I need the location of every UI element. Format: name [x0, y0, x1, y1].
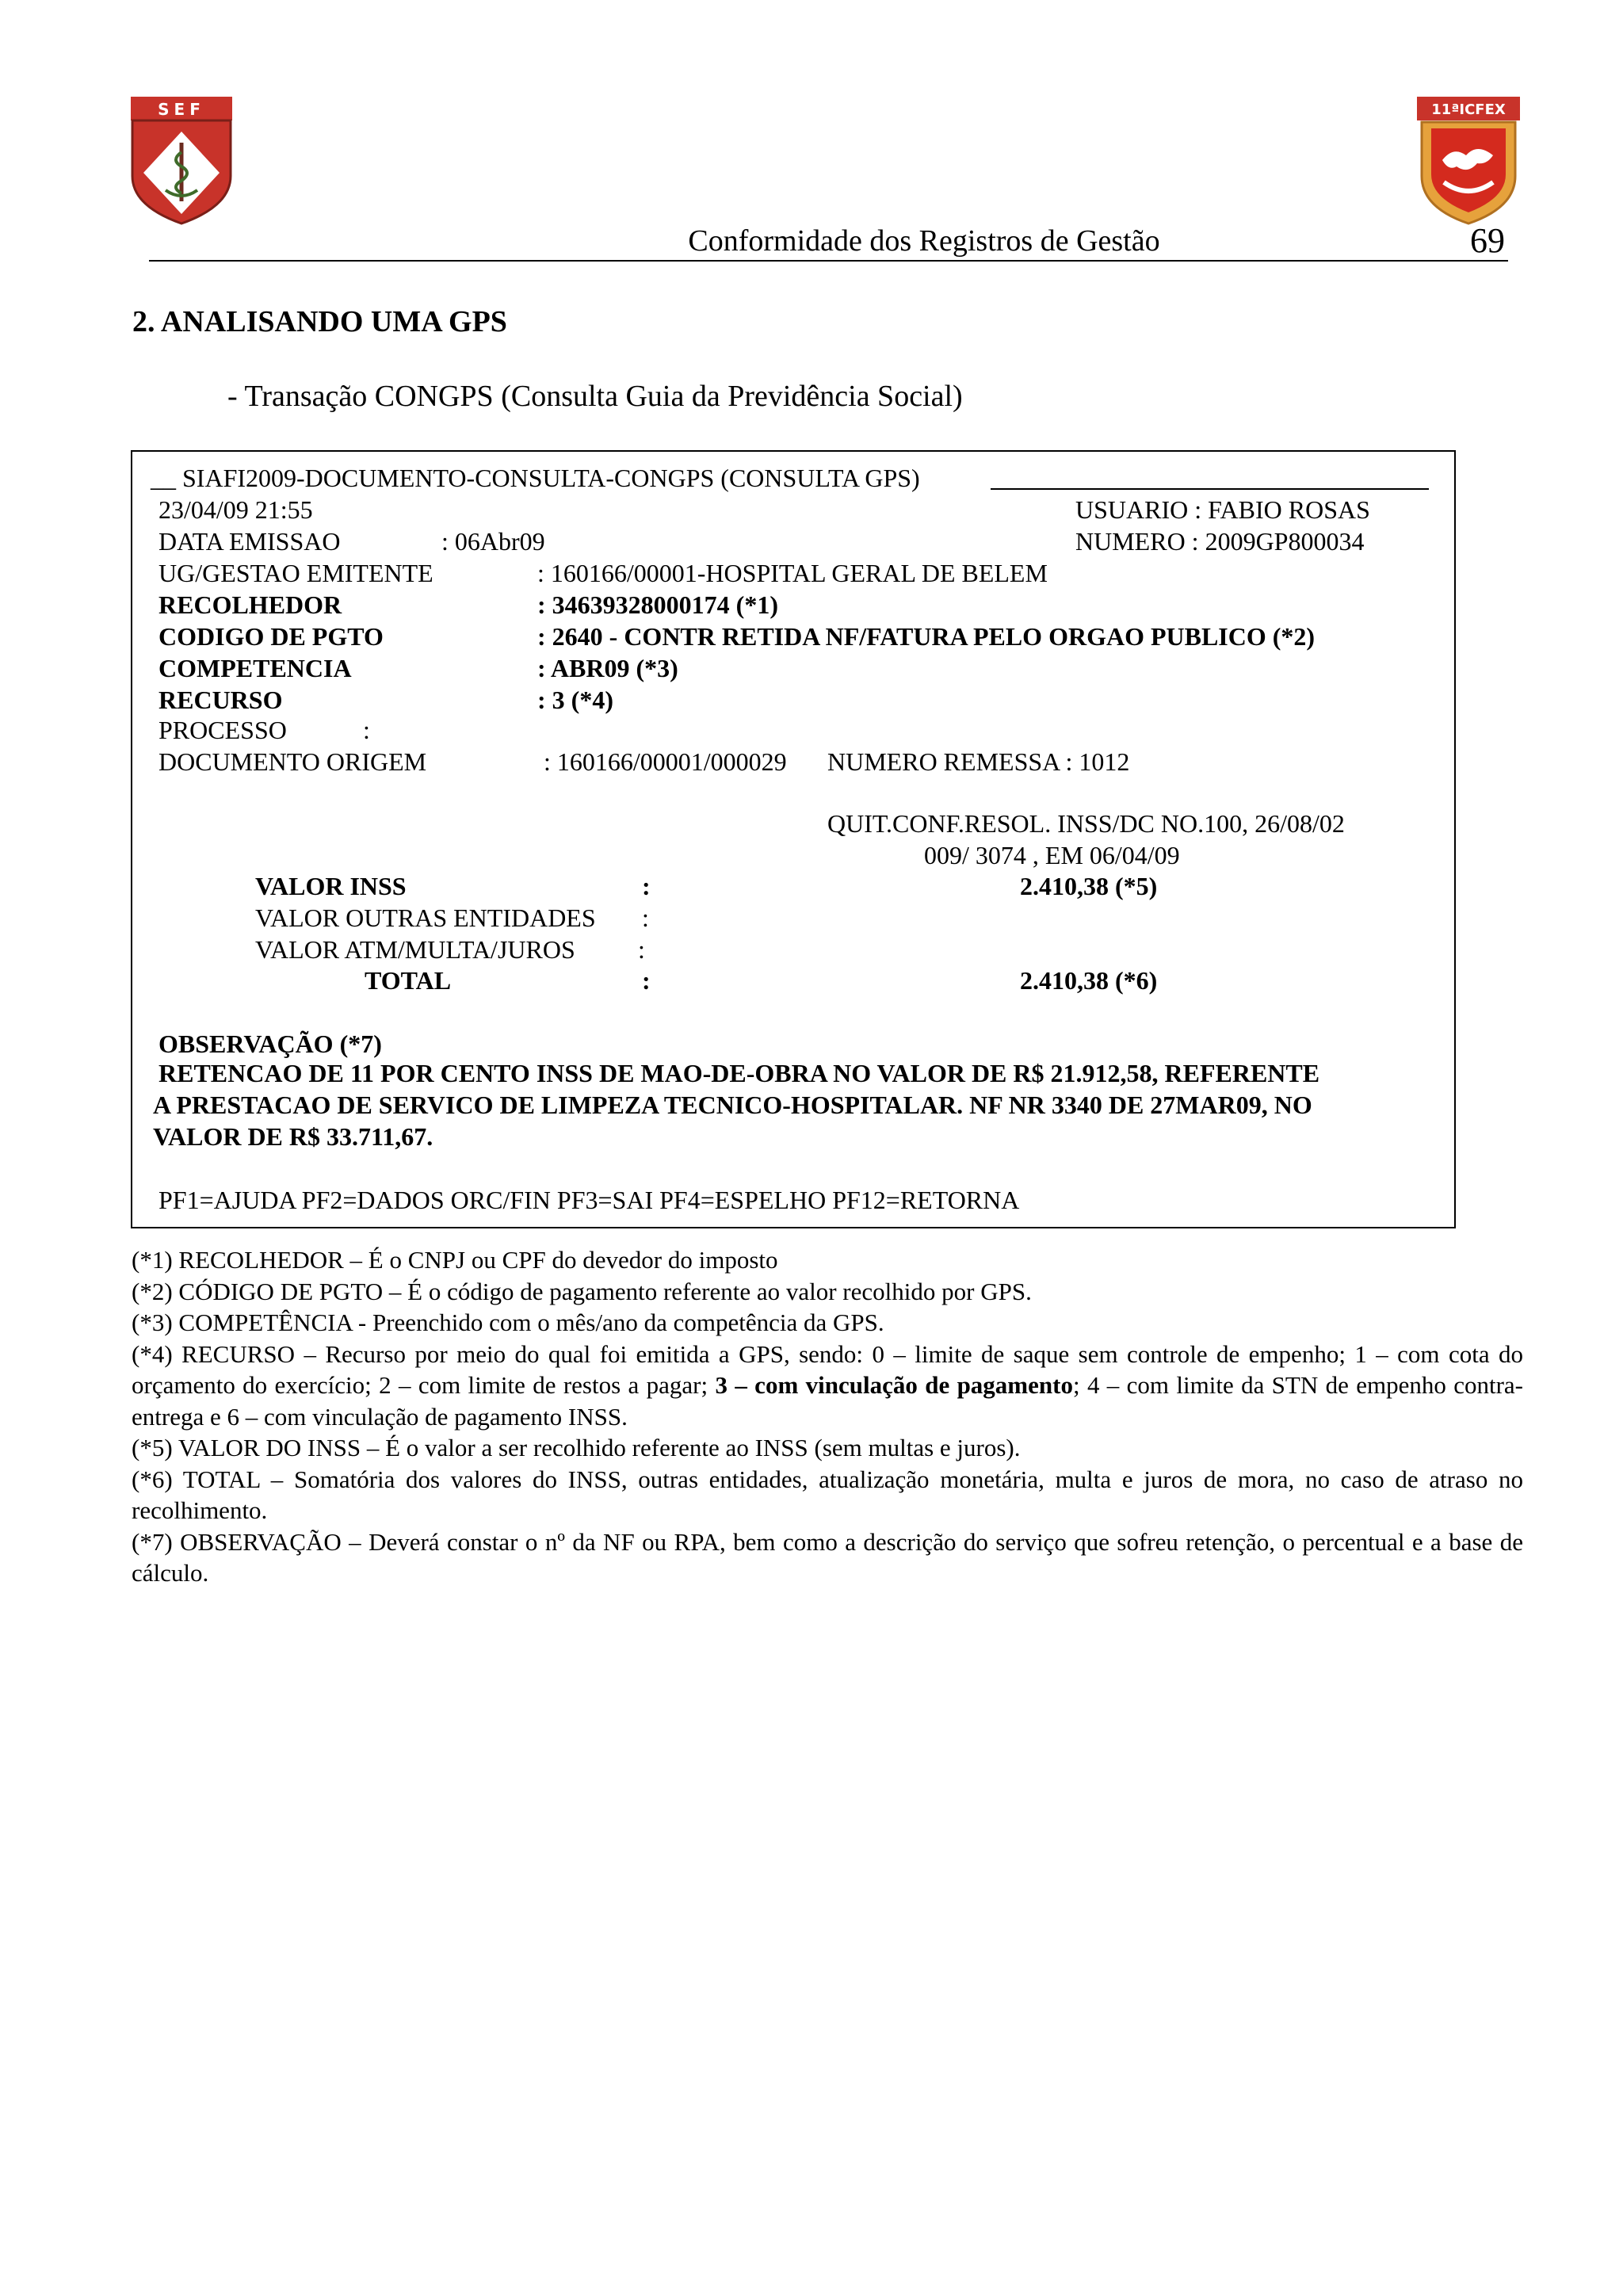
footnote-6: (*6) TOTAL – Somatória dos valores do INSS, outras entidades, atualização monetária, multa e juros de mora, no caso de atraso no recolhimento.	[132, 1465, 1523, 1524]
sef-logo	[131, 97, 232, 225]
recolhedor-label: RECOLHEDOR	[158, 590, 342, 619]
valor-outras-entidades-colon: :	[642, 904, 649, 932]
processo-label: PROCESSO	[158, 716, 287, 744]
section-heading: 2. ANALISANDO UMA GPS	[132, 305, 507, 338]
data-emissao-label: DATA EMISSAO	[158, 527, 341, 556]
ug-gestao-value: : 160166/00001-HOSPITAL GERAL DE BELEM	[537, 559, 1048, 587]
quitacao-line-2: 009/ 3074 , EM 06/04/09	[924, 841, 1180, 869]
processo-value: :	[363, 716, 370, 744]
valor-inss-label: VALOR INSS	[255, 872, 407, 900]
observacao-line-2: A PRESTACAO DE SERVICO DE LIMPEZA TECNICO-HOSPITALAR. NF NR 3340 DE 27MAR09, NO	[153, 1091, 1312, 1119]
total-value: 2.410,38 (*6)	[1020, 966, 1158, 995]
page-header-title: Conformidade dos Registros de Gestão	[688, 224, 1160, 258]
footnote-4-part-1: (*4) RECURSO – Recurso por meio do qual foi emitida a GPS, sendo: 0 – limite de saque sem controle de empenho; 1 – com cota do orçamento do exercício; 2 – com limite de restos a pagar;	[132, 1339, 1523, 1399]
11icfex-logo	[1417, 97, 1520, 225]
recurso-label: RECURSO	[158, 686, 283, 714]
screen-usuario: USUARIO : FABIO ROSAS	[1075, 495, 1370, 524]
footnote-4-bold: 3 – com vinculação de pagamento	[715, 1371, 1073, 1399]
data-emissao-value: : 06Abr09	[441, 527, 545, 556]
total-label: TOTAL	[365, 966, 452, 995]
observacao-text	[153, 1057, 1421, 1152]
footnote-2: (*2) CÓDIGO DE PGTO – É o código de pagamento referente ao valor recolhido por GPS.	[132, 1277, 1032, 1305]
footnote-4	[132, 1339, 1523, 1433]
svg-text:SEF: SEF	[158, 100, 205, 119]
valor-inss-value: 2.410,38 (*5)	[1020, 872, 1158, 900]
total-colon: :	[642, 966, 651, 995]
footnotes	[132, 1244, 1523, 1589]
page-header	[149, 220, 1508, 262]
quitacao-line-1: QUIT.CONF.RESOL. INSS/DC NO.100, 26/08/02	[827, 809, 1345, 838]
competencia-value: : ABR09 (*3)	[537, 654, 678, 682]
competencia-label: COMPETENCIA	[158, 654, 352, 682]
observacao-line-3: VALOR DE R$ 33.711,67.	[153, 1122, 433, 1151]
svg-text:11ªICFEX: 11ªICFEX	[1431, 101, 1506, 118]
valor-atm-label: VALOR ATM/MULTA/JUROS	[255, 935, 575, 964]
codigo-pgto-value: : 2640 - CONTR RETIDA NF/FATURA PELO ORGAO PUBLICO (*2)	[537, 622, 1316, 651]
screen-title-line: __ SIAFI2009-DOCUMENTO-CONSULTA-CONGPS (CONSULTA GPS)	[151, 464, 920, 492]
observacao-label: OBSERVAÇÃO (*7)	[158, 1030, 382, 1058]
function-keys-bar: PF1=AJUDA PF2=DADOS ORC/FIN PF3=SAI PF4=ESPELHO PF12=RETORNA	[158, 1186, 1020, 1214]
numero-remessa: NUMERO REMESSA : 1012	[827, 747, 1130, 776]
documento-origem-value: : 160166/00001/000029	[544, 747, 787, 776]
footnote-4-part-2: ; 4 – com limite da STN de empenho contra-entrega e 6 – com vinculação de pagamento INSS.	[132, 1371, 1523, 1431]
screen-title-rule	[991, 488, 1429, 490]
recolhedor-value: : 34639328000174 (*1)	[537, 590, 778, 619]
screen-numero: NUMERO : 2009GP800034	[1075, 527, 1365, 556]
footnote-7: (*7) OBSERVAÇÃO – Deverá constar o nº da NF ou RPA, bem como a descrição do serviço que sofreu retenção, o percentual e a base de cálculo.	[132, 1527, 1523, 1587]
valor-atm-colon: :	[638, 935, 645, 964]
valor-outras-entidades-label: VALOR OUTRAS ENTIDADES	[255, 904, 596, 932]
section-subheading: - Transação CONGPS (Consulta Guia da Previdência Social)	[227, 380, 963, 413]
valor-inss-colon: :	[642, 872, 651, 900]
recurso-value: : 3 (*4)	[537, 686, 613, 714]
observacao-line-1: RETENCAO DE 11 POR CENTO INSS DE MAO-DE-OBRA NO VALOR DE R$ 21.912,58, REFERENTE	[158, 1059, 1320, 1087]
ug-gestao-label: UG/GESTAO EMITENTE	[158, 559, 433, 587]
footnote-5: (*5) VALOR DO INSS – É o valor a ser recolhido referente ao INSS (sem multas e juros).	[132, 1434, 1021, 1461]
codigo-pgto-label: CODIGO DE PGTO	[158, 622, 384, 651]
footnote-1: (*1) RECOLHEDOR – É o CNPJ ou CPF do devedor do imposto	[132, 1246, 778, 1274]
screen-datetime: 23/04/09 21:55	[158, 495, 313, 524]
footnote-3: (*3) COMPETÊNCIA - Preenchido com o mês/ano da competência da GPS.	[132, 1308, 884, 1336]
page-number: 69	[1470, 221, 1505, 260]
documento-origem-label: DOCUMENTO ORIGEM	[158, 747, 427, 776]
